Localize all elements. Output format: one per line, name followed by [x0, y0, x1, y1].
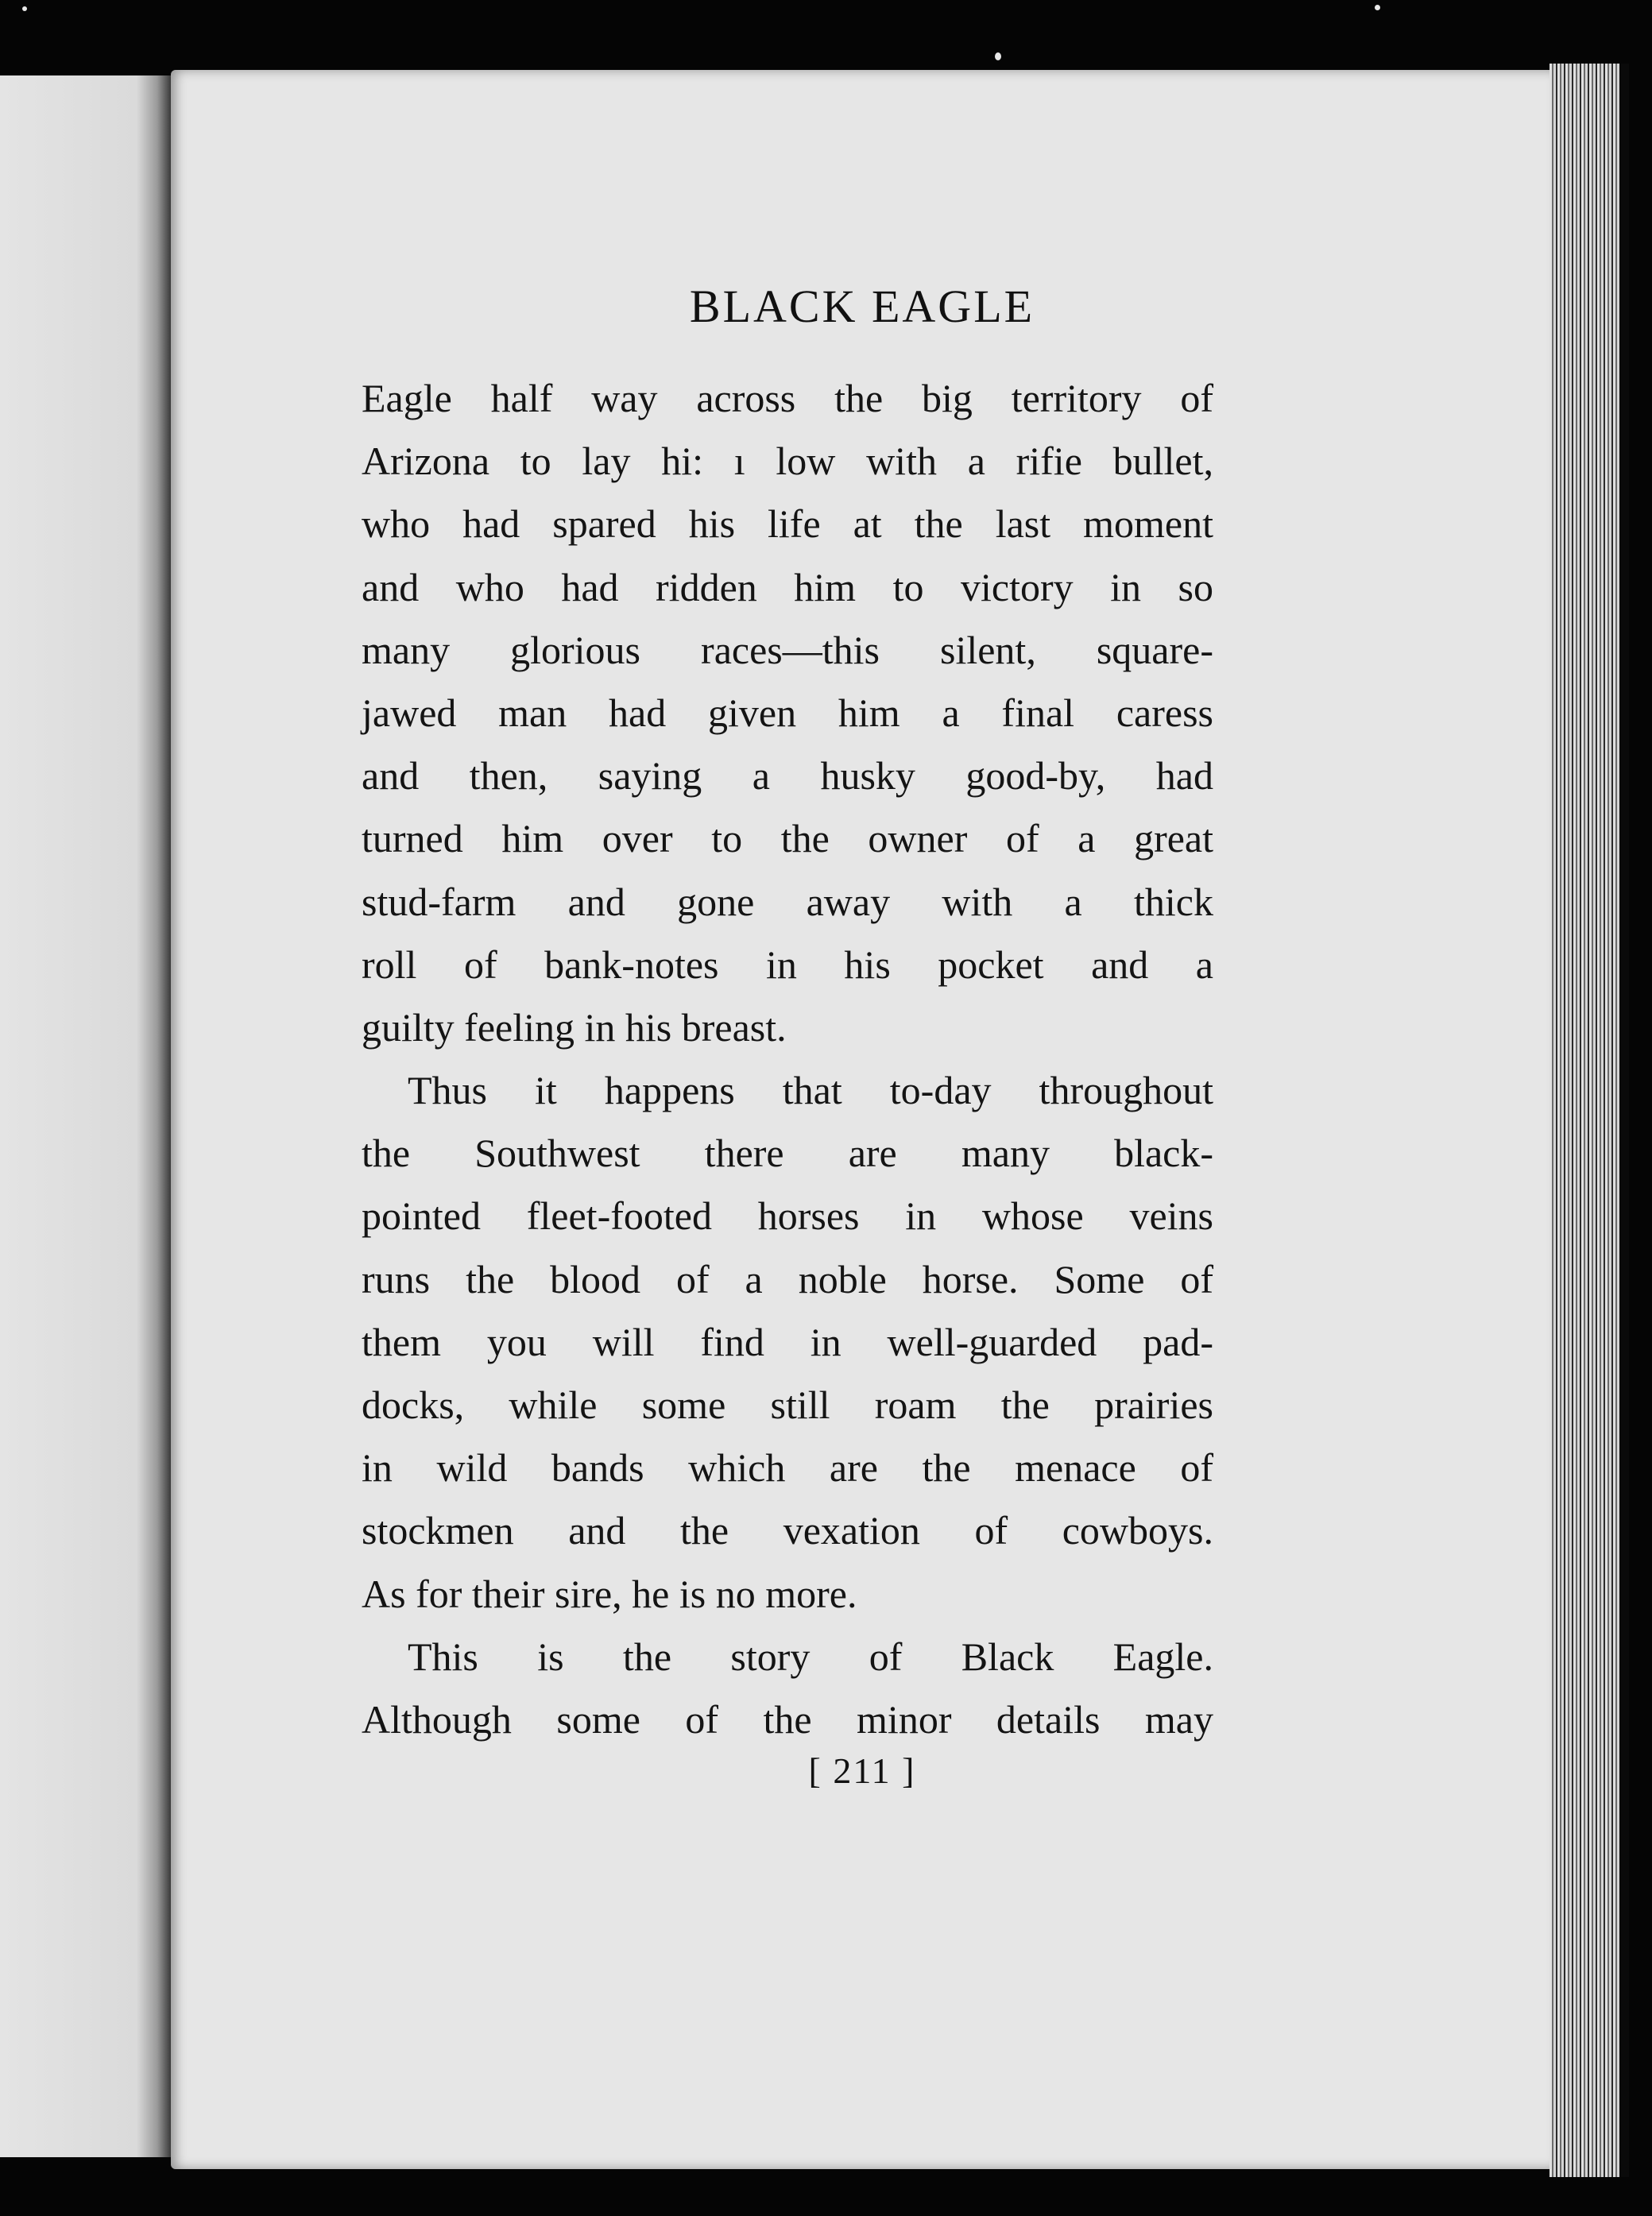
text-line: turned him over to the owner of a great — [362, 816, 1213, 861]
text-line: docks, while some still roam the prairies — [362, 1383, 1213, 1427]
text-line: Arizona to lay hi: ı low with a rifie bullet, — [362, 439, 1213, 484]
scan-speck — [995, 52, 1001, 60]
text-line: stud-farm and gone away with a thick — [362, 879, 1213, 924]
text-line: them you will find in well-guarded pad- — [362, 1319, 1213, 1364]
text-line: This is the story of Black Eagle. — [408, 1634, 1213, 1679]
running-head: BLACK EAGLE — [689, 280, 1035, 332]
text-line: Eagle half way across the big territory of — [362, 376, 1213, 420]
body-text — [362, 367, 1213, 1751]
facing-page-edge — [0, 75, 171, 2157]
text-line: and then, saying a husky good-by, had — [362, 753, 1213, 799]
text-line: the Southwest there are many black- — [362, 1131, 1213, 1176]
text-line: Thus it happens that to-day throughout — [408, 1068, 1213, 1113]
text-line: stockmen and the vexation of cowboys. — [362, 1508, 1213, 1553]
text-line: in wild bands which are the menace of — [362, 1445, 1213, 1491]
page-number: [ 211 ] — [808, 1750, 916, 1791]
scan-speck — [22, 6, 27, 11]
text-line: runs the blood of a noble horse. Some of — [362, 1256, 1213, 1301]
text-line: and who had ridden him to victory in so — [362, 564, 1213, 609]
text-line: pointed fleet-footed horses in whose veins — [362, 1193, 1213, 1239]
scan-speck — [1375, 5, 1380, 10]
text-line: As for their sire, he is no more. — [362, 1571, 857, 1616]
page-stack-edge — [1549, 64, 1621, 2177]
text-line: guilty feeling in his breast. — [362, 1004, 787, 1050]
text-line: roll of bank-notes in his pocket and a — [362, 942, 1213, 987]
text-line: many glorious races—this silent, square- — [362, 627, 1213, 672]
text-line: who had spared his life at the last moment — [362, 501, 1213, 547]
text-line: jawed man had given him a final caress — [362, 690, 1213, 735]
text-line: Although some of the minor details may — [362, 1696, 1213, 1742]
